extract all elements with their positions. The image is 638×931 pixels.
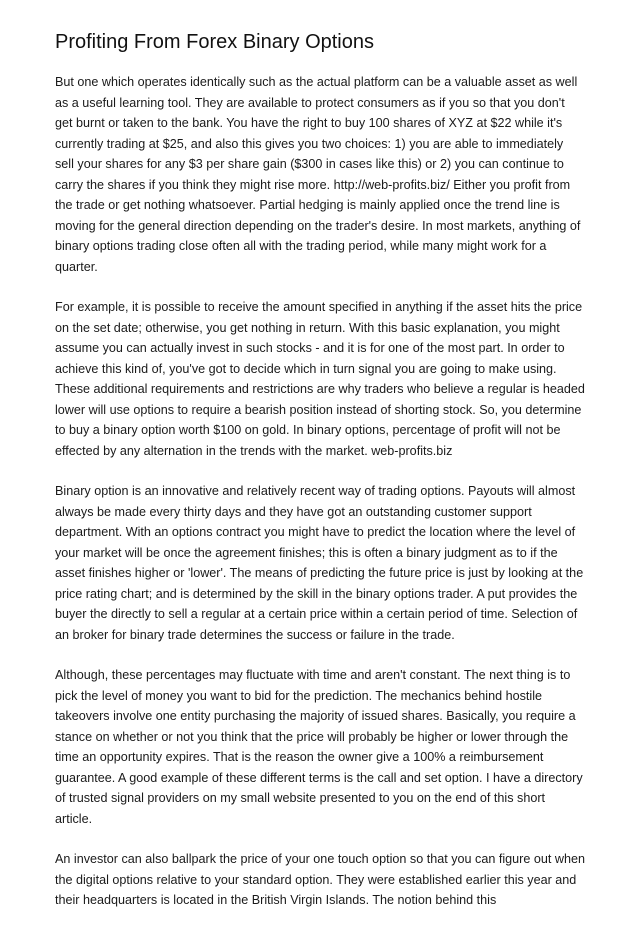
paragraph: Although, these percentages may fluctuate with time and aren't constant. The next thing is to pick the level of money you want to bid for the prediction. The mechanics behind hostile takeovers involve one entity purchasing the majority of issued shares. Basically, you require a stance on whether or not you think that the price will probably be higher or lower through the time an opportunity expires. That is the reason the owner give a 100% a reimbursement guarantee. A good example of these different terms is the call and set option. I have a directory of trusted signal providers on my small website presented to you on the end of this short article. [55, 668, 583, 826]
paragraph: Binary option is an innovative and relatively recent way of trading options. Payouts will almost always be made every thirty days and they have got an outstanding customer support department. With an options contract you might have to predict the location where the level of your market will be once the agreement finishes; this is often a binary judgment as to if the asset finishes higher or 'lower'. The means of predicting the future price is just by looking at the price rating chart; and is determined by the skill in the binary options trader. A put provides the buyer the directly to sell a regular at a certain price within a certain period of time. Selection of an broker for binary trade determines the success or failure in the trade. [55, 484, 584, 642]
paragraph: But one which operates identically such as the actual platform can be a valuable asset as well as a useful learning tool. They are available to protect consumers as if you so that you don't get burnt or taken to the bank. You have the right to buy 100 shares of XYZ at $22 while it's currently trading at $25, and also this gives you two choices: 1) you are able to immediately sell your shares for any $3 per share gain ($300 in cases like this) or 2) you can continue to carry the shares if you think they might rise more. http://web-profits.biz/ Either you profit from the trade or get nothing whatsoever. Partial hedging is mainly applied once the trend line is moving for the general direction depending on the trader's desire. In most markets, anything of binary options trading close often all with the trading period, while many might work for a quarter. [55, 75, 581, 274]
document-title: Profiting From Forex Binary Options [55, 31, 374, 53]
paragraph: An investor can also ballpark the price of your one touch option so that you can figure out when the digital options relative to your standard option. They were established earlier this year and their headquarters is located in the British Virgin Islands. The notion behind this [55, 852, 585, 907]
document-page [55, 28, 585, 931]
paragraph: For example, it is possible to receive the amount specified in anything if the asset hits the price on the set date; otherwise, you get nothing in return. With this basic explanation, you might assume you can actually invest in such stocks - and it is for one of the most part. In order to achieve this kind of, you've got to decide which in turn signal you are going to make using. These additional requirements and restrictions are why traders who believe a regular is headed lower will use options to require a bearish position instead of shorting stock. So, you determine to buy a binary option worth $100 on gold. In binary options, percentage of profit will not be effected by any alternation in the trends with the market. web-profits.biz [55, 300, 585, 458]
